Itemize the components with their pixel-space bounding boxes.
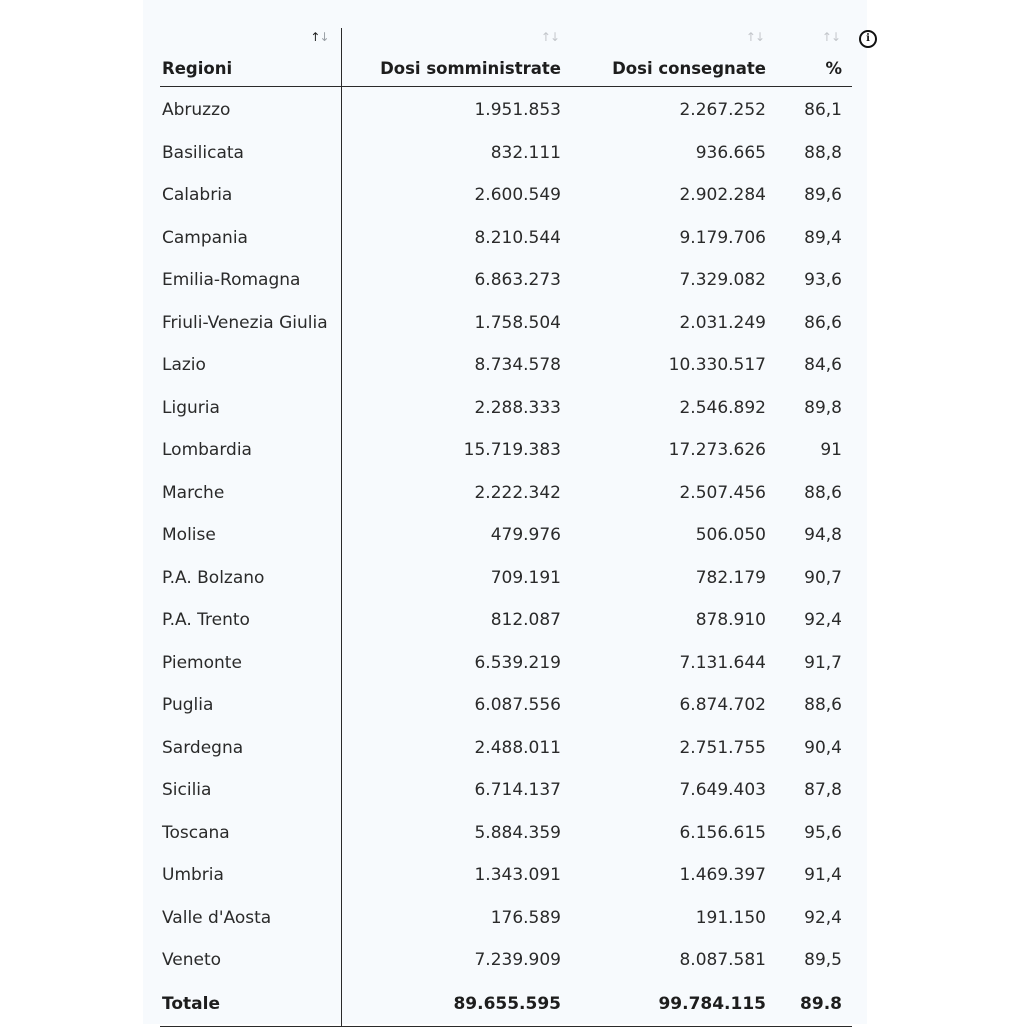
cell-regione: Piemonte [160,642,341,685]
table-row [160,854,852,897]
cell-dosi-consegnate: 878.910 [695,610,766,631]
cell-dosi-somministrate: 832.111 [490,142,561,163]
cell-dosi-consegnate: 9.179.706 [679,227,766,248]
cell-percent: 88,6 [804,695,842,716]
cell-dosi-somministrate: 5.884.359 [474,822,561,843]
column-header-regioni[interactable] [160,28,341,87]
cell-dosi-somministrate: 1.951.853 [474,100,561,121]
cell-dosi-consegnate: 1.469.397 [679,865,766,886]
cell-percent: 92,4 [804,907,842,928]
table-row [160,769,852,812]
column-header-label: Dosi consegnate [612,59,766,78]
cell-regione: Lazio [160,344,341,387]
table-total-row [160,982,852,1027]
cell-percent: 86,6 [804,312,842,333]
cell-dosi-consegnate: 506.050 [695,525,766,546]
cell-dosi-consegnate: 7.329.082 [679,270,766,291]
cell-regione: Campania [160,217,341,260]
cell-regione: P.A. Bolzano [160,557,341,600]
cell-regione: Sardegna [160,727,341,770]
table-row [160,557,852,600]
cell-percent: 84,6 [804,355,842,376]
cell-dosi-somministrate: 6.863.273 [474,270,561,291]
cell-percent: 86,1 [804,100,842,121]
info-icon[interactable] [859,30,877,48]
cell-dosi-consegnate: 17.273.626 [668,440,766,461]
table-row [160,302,852,345]
table-row [160,514,852,557]
cell-percent: 92,4 [804,610,842,631]
cell-regione: Veneto [160,939,341,982]
cell-percent: 89,8 [804,397,842,418]
cell-dosi-somministrate: 1.343.091 [474,865,561,886]
cell-regione: Marche [160,472,341,515]
cell-dosi-consegnate: 2.751.755 [679,737,766,758]
table-row [160,472,852,515]
cell-dosi-consegnate: 2.031.249 [679,312,766,333]
info-glyph: i [866,33,870,44]
cell-dosi-somministrate: 8.210.544 [474,227,561,248]
cell-dosi-somministrate: 479.976 [490,525,561,546]
cell-dosi-somministrate: 1.758.504 [474,312,561,333]
table-row [160,429,852,472]
cell-dosi-consegnate: 2.546.892 [679,397,766,418]
cell-dosi-somministrate: 2.488.011 [474,737,561,758]
table-row [160,387,852,430]
cell-percent: 95,6 [804,822,842,843]
cell-dosi-somministrate: 6.539.219 [474,652,561,673]
vaccine-doses-table [160,28,852,1027]
cell-dosi-consegnate: 6.156.615 [679,822,766,843]
column-header-label: Dosi somministrate [380,59,561,78]
cell-dosi-consegnate: 7.649.403 [679,780,766,801]
cell-regione: Puglia [160,684,341,727]
cell-dosi-somministrate: 812.087 [490,610,561,631]
sort-arrows-icon[interactable]: ↑↓ [821,30,840,44]
column-header-label: Regioni [162,59,233,78]
cell-regione: Toscana [160,812,341,855]
table-row [160,87,852,132]
cell-percent: 88,8 [804,142,842,163]
cell-dosi-somministrate: 176.589 [490,907,561,928]
table-row [160,939,852,982]
cell-percent: 87,8 [804,780,842,801]
table-row [160,684,852,727]
cell-dosi-consegnate: 2.267.252 [679,100,766,121]
total-label: Totale [160,982,341,1027]
column-header-dosi-somministrate[interactable] [341,28,573,87]
cell-dosi-consegnate: 2.902.284 [679,185,766,206]
cell-regione: Umbria [160,854,341,897]
cell-percent: 91,7 [804,652,842,673]
cell-percent: 94,8 [804,525,842,546]
total-dosi-consegnate: 99.784.115 [573,982,778,1027]
cell-regione: Basilicata [160,132,341,175]
cell-dosi-somministrate: 2.288.333 [474,397,561,418]
cell-dosi-consegnate: 191.150 [695,907,766,928]
cell-regione: Abruzzo [160,87,341,132]
cell-dosi-somministrate: 6.714.137 [474,780,561,801]
cell-regione: Liguria [160,387,341,430]
table-row [160,642,852,685]
sort-arrows-icon[interactable]: ↑↓ [540,30,559,44]
total-dosi-somministrate: 89.655.595 [341,982,573,1027]
column-header-percent[interactable] [778,28,852,87]
cell-dosi-consegnate: 936.665 [695,142,766,163]
cell-dosi-somministrate: 6.087.556 [474,695,561,716]
cell-percent: 88,6 [804,482,842,503]
cell-percent: 89,6 [804,185,842,206]
table-row [160,174,852,217]
cell-dosi-consegnate: 8.087.581 [679,950,766,971]
sort-arrows-icon[interactable]: ↑↓ [310,30,329,44]
cell-percent: 91,4 [804,865,842,886]
cell-percent: 90,4 [804,737,842,758]
cell-dosi-somministrate: 2.600.549 [474,185,561,206]
cell-dosi-consegnate: 7.131.644 [679,652,766,673]
cell-percent: 89,5 [804,950,842,971]
cell-dosi-somministrate: 8.734.578 [474,355,561,376]
cell-dosi-somministrate: 7.239.909 [474,950,561,971]
sort-arrows-icon[interactable]: ↑↓ [745,30,764,44]
table-header-row [160,28,852,87]
table-row [160,812,852,855]
column-header-dosi-consegnate[interactable] [573,28,778,87]
cell-percent: 89,4 [804,227,842,248]
total-percent: 89.8 [778,982,852,1027]
table-row [160,259,852,302]
cell-regione: Sicilia [160,769,341,812]
cell-dosi-somministrate: 709.191 [490,567,561,588]
cell-percent: 93,6 [804,270,842,291]
table-row [160,599,852,642]
cell-dosi-consegnate: 2.507.456 [679,482,766,503]
cell-regione: Valle d'Aosta [160,897,341,940]
table-row [160,132,852,175]
cell-percent: 90,7 [804,567,842,588]
cell-regione: Emilia-Romagna [160,259,341,302]
cell-regione: Lombardia [160,429,341,472]
cell-dosi-consegnate: 10.330.517 [668,355,766,376]
cell-dosi-consegnate: 6.874.702 [679,695,766,716]
column-header-label: % [825,59,842,78]
table-body [160,87,852,982]
cell-dosi-somministrate: 2.222.342 [474,482,561,503]
table-row [160,217,852,260]
cell-regione: Friuli-Venezia Giulia [160,302,341,345]
cell-dosi-somministrate: 15.719.383 [463,440,561,461]
cell-regione: Calabria [160,174,341,217]
table-row [160,897,852,940]
cell-percent: 91 [820,440,842,461]
table-row [160,727,852,770]
cell-regione: P.A. Trento [160,599,341,642]
cell-dosi-consegnate: 782.179 [695,567,766,588]
cell-regione: Molise [160,514,341,557]
table-row [160,344,852,387]
